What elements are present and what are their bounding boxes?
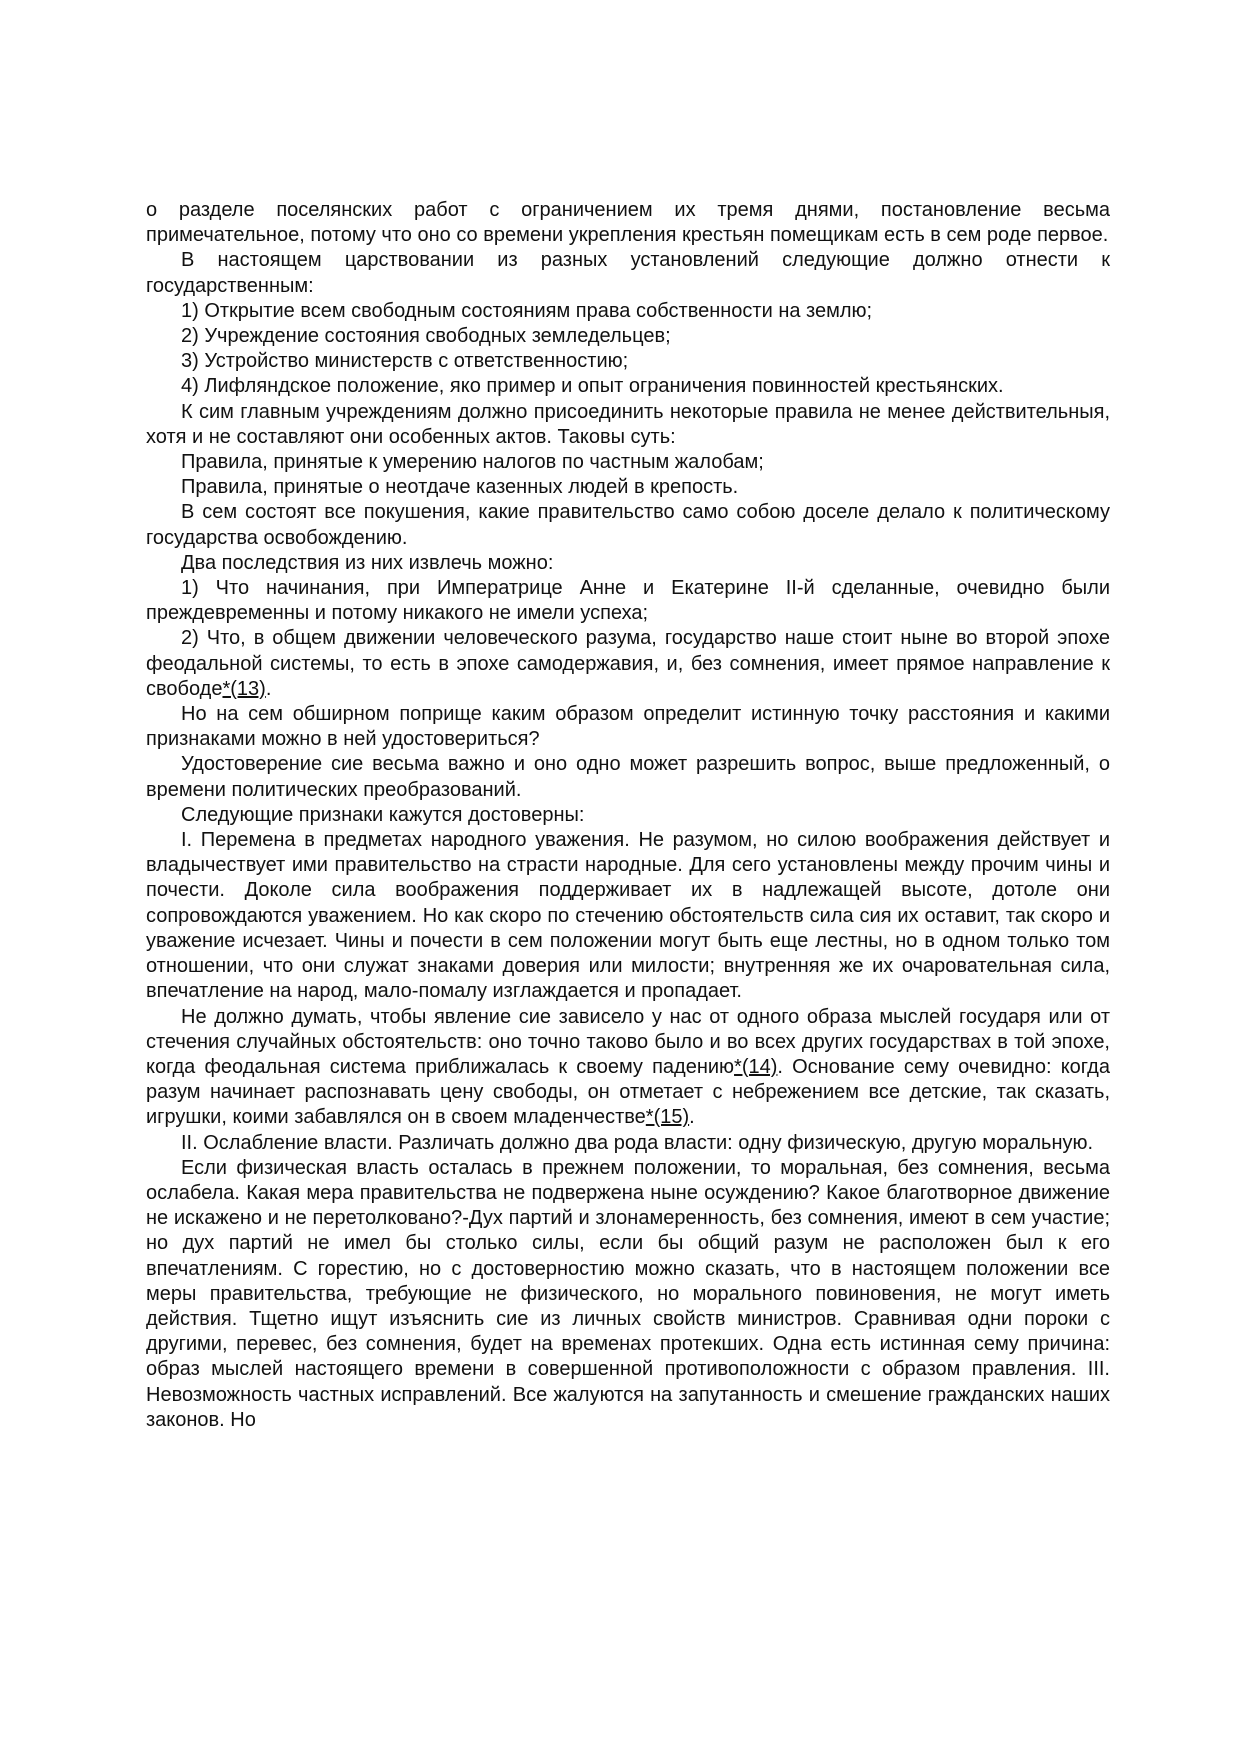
list-item-2-text: 2) Учреждение состояния свободных земледельцев; [181, 325, 671, 348]
paragraph-7-text: Удостоверение сие весьма важно и оно одно может разрешить вопрос, выше предложенный, о времени политических преобразований. [146, 753, 1110, 801]
paragraph-7 [146, 752, 1110, 802]
rule-item-1 [146, 450, 1110, 475]
paragraph-9 [146, 1005, 1110, 1131]
paragraph-4-text: В сем состоят все покушения, какие правительство само собою доселе делало к политическому государства освобождению. [146, 501, 1110, 549]
paragraph-6 [146, 702, 1110, 752]
sign-2-text: II. Ослабление власти. Различать должно два рода власти: одну физическую, другую моральную. [181, 1131, 1094, 1154]
paragraph-6-text: Но на сем обширном поприще каким образом определит истинную точку расстояния и какими признаками можно в ней удостовериться? [146, 703, 1110, 751]
paragraph-9-text: Не должно думать, чтобы явление сие зависело у нас от одного образа мыслей государя или от стечения случайных обстоятельств: оно точно таково было и во всех других государствах в той эпохе, когда феодальная система приближалась к своему падению [146, 1005, 1110, 1078]
paragraph-10-text: Если физическая власть осталась в прежнем положении, то моральная, без сомнения, весьма ослабела. Какая мера правительства не подвержена ныне осуждению? Какое благотворное движение не искажено и не перетолковано?-Дух партий и злонамеренность, без сомнения, имеют в сем участие; но дух партий не имел бы столько силы, если бы общий разум не расположен был к его впечатлениям. С горестию, но с достоверностию можно сказать, что в настоящем положении все меры правительства, требующие не физического, но морального повиновения, не могут иметь действия. Тщетно ищут изъяснить сие из личных свойств министров. Сравнивая одни пороки с другими, перевес, без сомнения, будет на временах протекших. Одна есть истинная сему причина: образ мыслей настоящего времени в совершенной противоположности с образом правления. III. Невозможность частных исправлений. Все жалуются на запутанность и смешение гражданских наших законов. Но [146, 1156, 1110, 1431]
list-item-3 [146, 349, 1110, 374]
paragraph-9-end: . [689, 1106, 695, 1129]
consequence-2-end: . [265, 677, 272, 700]
paragraph-5 [146, 551, 1110, 576]
paragraph-5-text: Два последствия из них извлечь можно: [181, 551, 554, 574]
paragraph-8 [146, 803, 1110, 828]
document-page [146, 198, 1110, 1433]
sign-1 [146, 828, 1110, 1004]
consequence-1-text: 1) Что начинания, при Императрице Анне и Екатерине II-й сделанные, очевидно были преждевременны и потому никакого не имели успеха; [146, 577, 1110, 625]
paragraph-4 [146, 500, 1110, 550]
list-item-4 [146, 374, 1110, 399]
paragraph-2-text: В настоящем царствовании из разных установлений следующие должно отнести к государственным: [146, 249, 1110, 297]
paragraph-3-text: К сим главным учреждениям должно присоединить некоторые правила не менее действительныя, хотя и не составляют они особенных актов. Таковы суть: [146, 400, 1110, 448]
footnote-link-14[interactable]: *(14) [734, 1055, 778, 1078]
paragraph-3 [146, 400, 1110, 450]
paragraph-9-middle: . Основание сему очевидно: когда разум начинает распознавать цену свободы, он отметает с небрежением все детские, так сказать, игрушки, коими забавлялся он в своем младенчестве [146, 1055, 1110, 1129]
list-item-1 [146, 299, 1110, 324]
list-item-2 [146, 324, 1110, 349]
list-item-4-text: 4) Лифляндское положение, яко пример и опыт ограничения повинностей крестьянских. [181, 375, 1004, 398]
consequence-1 [146, 576, 1110, 626]
list-item-3-text: 3) Устройство министерств с ответственностию; [181, 350, 629, 373]
paragraph-1 [146, 198, 1110, 248]
rule-item-1-text: Правила, принятые к умерению налогов по частным жалобам; [181, 451, 764, 474]
paragraph-10 [146, 1156, 1110, 1433]
consequence-2-text: 2) Что, в общем движении человеческого разума, государство наше стоит ныне во второй эпохе феодальной системы, то есть в эпохе самодержавия, и, без сомнения, имеет прямое направление к свободе [146, 627, 1110, 700]
footnote-link-13[interactable]: *(13) [222, 677, 266, 700]
paragraph-1-text: о разделе поселянских работ с ограничением их тремя днями, постановление весьма примечательное, потому что оно со времени укрепления крестьян помещикам есть в сем роде первое. [146, 199, 1110, 247]
paragraph-2 [146, 248, 1110, 298]
consequence-2 [146, 626, 1110, 702]
paragraph-8-text: Следующие признаки кажутся достоверны: [181, 803, 585, 826]
footnote-link-15[interactable]: *(15) [645, 1106, 690, 1129]
rule-item-2-text: Правила, принятые о неотдаче казенных людей в крепость. [181, 476, 739, 499]
rule-item-2 [146, 475, 1110, 500]
list-item-1-text: 1) Открытие всем свободным состояниям права собственности на землю; [181, 299, 873, 322]
sign-1-text: I. Перемена в предметах народного уважения. Не разумом, но силою воображения действует и владычествует ими правительство на страсти народные. Для сего установлены между прочим чины и почести. Доколе сила воображения поддерживает их в надлежащей высоте, дотоле они сопровождаются уважением. Но как скоро по стечению обстоятельств сила сия их оставит, так скоро и уважение исчезает. Чины и почести в сем положении могут быть еще лестны, но в одном только том отношении, что они служат знаками доверия или милости; внутренняя же их очаровательная сила, впечатление на народ, мало-помалу изглаждается и пропадает. [146, 829, 1110, 1003]
sign-2 [146, 1131, 1110, 1156]
